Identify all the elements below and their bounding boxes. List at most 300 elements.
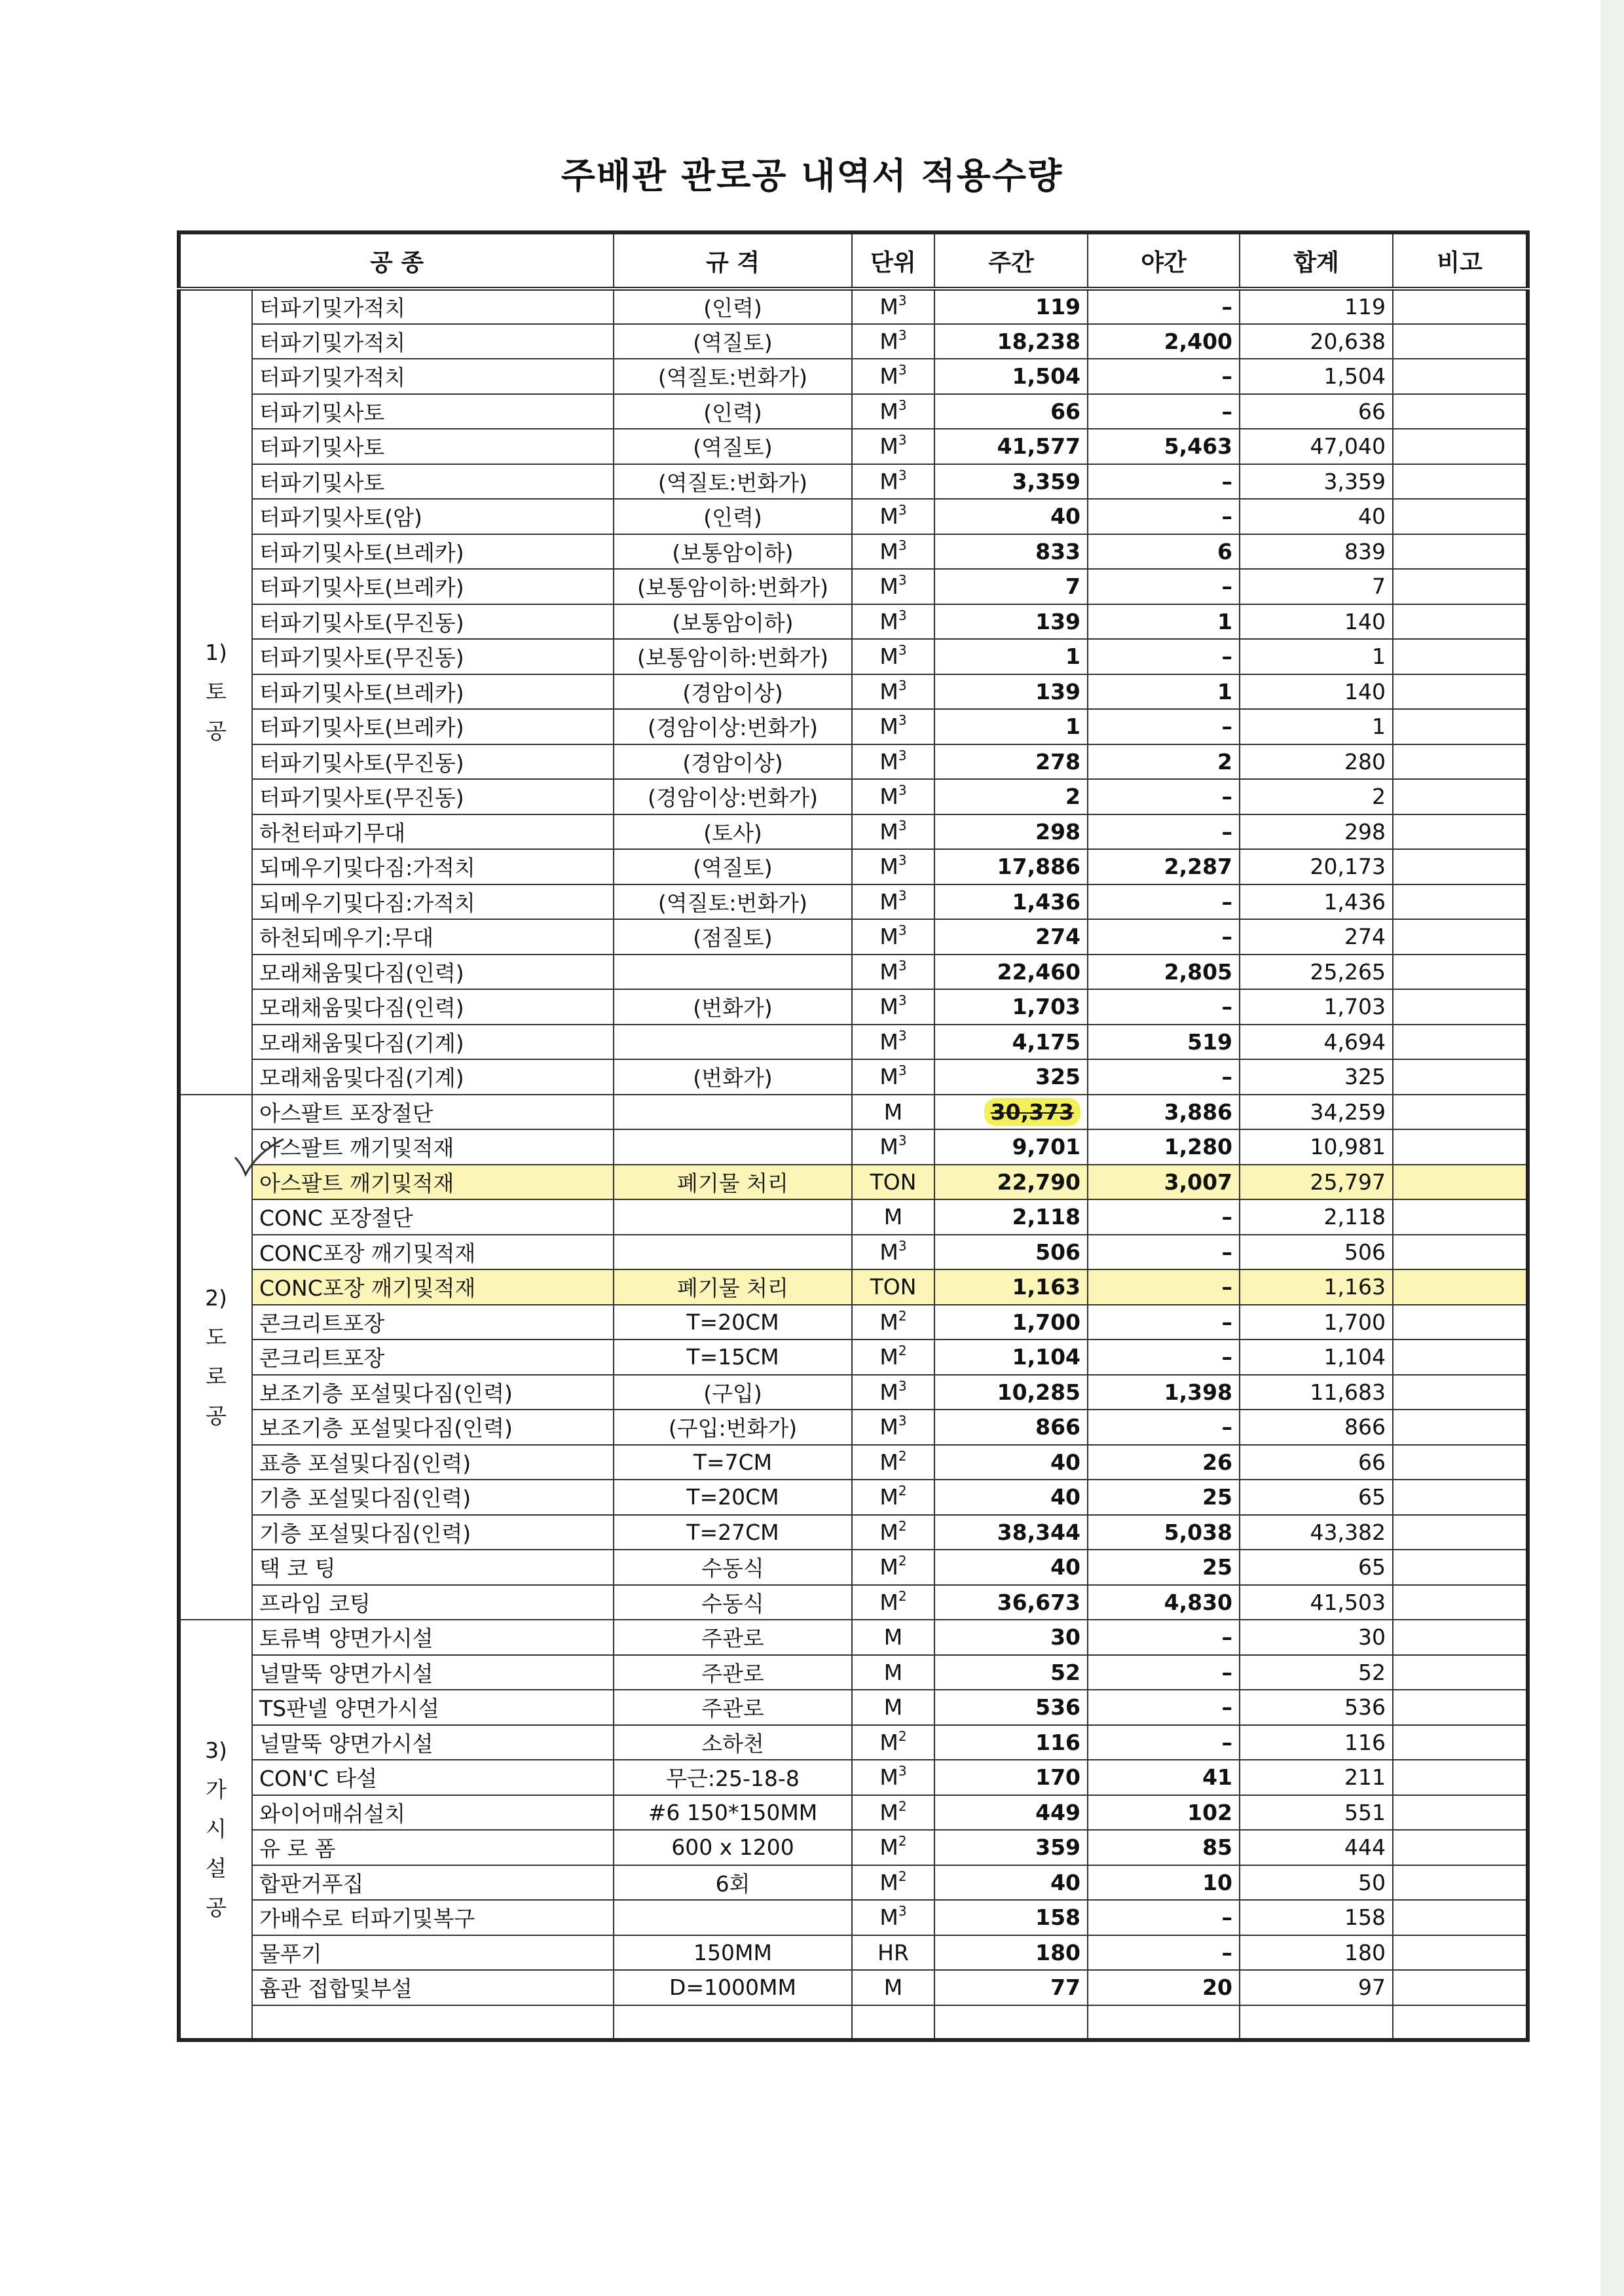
item-cell: 터파기및사토(브레카) xyxy=(252,709,614,744)
spec-cell: (보통암이하) xyxy=(614,604,852,640)
day-cell: 1,700 xyxy=(934,1305,1088,1340)
spec-cell: 주관로 xyxy=(614,1690,852,1725)
spec-cell: (역질토:번화가) xyxy=(614,359,852,394)
unit-exponent: 3 xyxy=(898,747,907,763)
unit-text: M xyxy=(879,1449,898,1475)
unit-text: M xyxy=(879,294,898,320)
note-cell xyxy=(1393,1970,1528,2005)
note-cell xyxy=(1393,534,1528,570)
table-row xyxy=(179,289,1528,324)
note-cell xyxy=(1393,1550,1528,1585)
table-row xyxy=(179,1480,1528,1515)
header-night: 야간 xyxy=(1088,232,1240,289)
total-cell: 4,694 xyxy=(1240,1025,1393,1060)
table-row xyxy=(179,709,1528,744)
note-cell xyxy=(1393,1760,1528,1795)
unit-text: TON xyxy=(870,1169,917,1195)
unit-cell xyxy=(852,569,934,604)
item-cell: 모래채움및다짐(기계) xyxy=(252,1025,614,1060)
unit-cell xyxy=(852,289,934,324)
spec-cell: T=7CM xyxy=(614,1445,852,1480)
table-row xyxy=(179,1235,1528,1270)
note-cell xyxy=(1393,674,1528,710)
spec-cell: (역질토:번화가) xyxy=(614,464,852,500)
unit-text: M xyxy=(879,1799,898,1825)
night-cell: 5,038 xyxy=(1088,1515,1240,1550)
night-cell: 4,830 xyxy=(1088,1585,1240,1620)
item-cell: 되메우기및다짐:가적치 xyxy=(252,884,614,920)
total-cell: 66 xyxy=(1240,1445,1393,1480)
night-cell: 1 xyxy=(1088,674,1240,710)
note-cell xyxy=(1393,1655,1528,1690)
table-row xyxy=(179,1725,1528,1760)
checkmark-icon xyxy=(232,1138,285,1177)
total-cell: 7 xyxy=(1240,569,1393,604)
day-cell: 274 xyxy=(934,919,1088,955)
unit-cell xyxy=(852,955,934,990)
total-cell: 2 xyxy=(1240,779,1393,814)
table-row xyxy=(179,1760,1528,1795)
item-cell: 터파기및가적치 xyxy=(252,324,614,359)
unit-exponent: 2 xyxy=(898,1588,907,1604)
day-cell: 2 xyxy=(934,779,1088,814)
day-cell: 36,673 xyxy=(934,1585,1088,1620)
spec-cell: (역질토) xyxy=(614,429,852,464)
item-cell: 터파기및사토(무진동) xyxy=(252,779,614,814)
unit-text: M xyxy=(879,1869,898,1895)
night-cell: – xyxy=(1088,814,1240,850)
total-cell: 1 xyxy=(1240,639,1393,674)
total-cell: 140 xyxy=(1240,674,1393,710)
note-cell xyxy=(1393,289,1528,324)
spec-cell: (경암이상:번화가) xyxy=(614,779,852,814)
spec-cell: (역질토) xyxy=(614,324,852,359)
item-cell: 널말뚝 양면가시설 xyxy=(252,1655,614,1690)
unit-exponent: 3 xyxy=(898,293,907,309)
total-cell: 66 xyxy=(1240,394,1393,429)
night-cell: 20 xyxy=(1088,1970,1240,2005)
unit-text: M xyxy=(879,1519,898,1545)
unit-cell xyxy=(852,989,934,1025)
unit-exponent: 2 xyxy=(898,1518,907,1534)
night-cell: 2,400 xyxy=(1088,324,1240,359)
night-cell: – xyxy=(1088,359,1240,394)
unit-cell xyxy=(852,639,934,674)
unit-text: M xyxy=(879,1484,898,1510)
item-cell: 물푸기 xyxy=(252,1935,614,1971)
item-cell: 터파기및가적치 xyxy=(252,289,614,324)
unit-text: M xyxy=(879,363,898,390)
day-cell: 1,436 xyxy=(934,884,1088,920)
table-row xyxy=(179,1025,1528,1060)
spec-cell: 수동식 xyxy=(614,1550,852,1585)
night-cell: 519 xyxy=(1088,1025,1240,1060)
unit-text: M xyxy=(879,1554,898,1580)
table-header-row xyxy=(179,232,1528,289)
spec-cell: (경암이상) xyxy=(614,674,852,710)
unit-exponent: 3 xyxy=(898,467,907,483)
total-cell: 119 xyxy=(1240,289,1393,324)
table-row xyxy=(179,814,1528,850)
item-cell: CON'C 타설 xyxy=(252,1760,614,1795)
unit-text: M xyxy=(879,994,898,1020)
spec-cell: 무근:25-18-8 xyxy=(614,1760,852,1795)
unit-cell xyxy=(852,1235,934,1270)
unit-cell xyxy=(852,534,934,570)
night-cell: – xyxy=(1088,639,1240,674)
table-row xyxy=(179,1830,1528,1865)
spec-cell xyxy=(614,955,852,990)
total-cell: 866 xyxy=(1240,1410,1393,1445)
unit-exponent: 3 xyxy=(898,677,907,693)
highlighted-value: 30,373 xyxy=(984,1098,1080,1126)
total-cell: 298 xyxy=(1240,814,1393,850)
unit-exponent: 2 xyxy=(898,1483,907,1499)
item-cell: 터파기및사토(암) xyxy=(252,499,614,534)
total-cell: 40 xyxy=(1240,499,1393,534)
day-cell: 17,886 xyxy=(934,849,1088,884)
item-cell: TS판넬 양면가시설 xyxy=(252,1690,614,1725)
night-cell: – xyxy=(1088,1900,1240,1935)
night-cell: – xyxy=(1088,1935,1240,1971)
note-cell xyxy=(1393,1129,1528,1165)
unit-text: M xyxy=(879,1729,898,1755)
spec-cell xyxy=(614,1129,852,1165)
item-cell: 유 로 폼 xyxy=(252,1830,614,1865)
header-spec: 규 격 xyxy=(614,232,852,289)
spec-cell: 수동식 xyxy=(614,1585,852,1620)
spec-cell: (역질토) xyxy=(614,849,852,884)
page-title: 주배관 관로공 내역서 적용수량 xyxy=(561,155,1063,196)
table-row xyxy=(179,1865,1528,1901)
table-row xyxy=(179,1550,1528,1585)
unit-cell xyxy=(852,464,934,500)
unit-exponent: 3 xyxy=(898,1063,907,1079)
unit-exponent: 3 xyxy=(898,957,907,974)
note-cell xyxy=(1393,429,1528,464)
spec-cell: (인력) xyxy=(614,289,852,324)
unit-exponent: 3 xyxy=(898,1413,907,1429)
table-row xyxy=(179,919,1528,955)
unit-exponent: 3 xyxy=(898,852,907,869)
spec-cell xyxy=(614,1199,852,1235)
unit-text: M xyxy=(879,714,898,740)
total-cell: 3,359 xyxy=(1240,464,1393,500)
item-cell: 기층 포설및다짐(인력) xyxy=(252,1515,614,1550)
note-cell xyxy=(1393,744,1528,780)
spec-cell: (경암이상:번화가) xyxy=(614,709,852,744)
unit-exponent: 2 xyxy=(898,1448,907,1464)
unit-exponent: 2 xyxy=(898,1798,907,1814)
unit-cell xyxy=(852,1830,934,1865)
day-cell: 1,104 xyxy=(934,1339,1088,1375)
spec-cell: (번화가) xyxy=(614,989,852,1025)
item-cell: 보조기층 포설및다짐(인력) xyxy=(252,1410,614,1445)
item-cell: 택 코 팅 xyxy=(252,1550,614,1585)
note-cell xyxy=(1393,955,1528,990)
item-cell: 터파기및사토(무진동) xyxy=(252,604,614,640)
item-cell: 터파기및사토(브레카) xyxy=(252,569,614,604)
total-cell: 50 xyxy=(1240,1865,1393,1901)
day-cell: 1,504 xyxy=(934,359,1088,394)
unit-cell xyxy=(852,884,934,920)
unit-cell xyxy=(852,849,934,884)
total-cell: 25,265 xyxy=(1240,955,1393,990)
item-cell: 아스팔트 깨기및적재 xyxy=(252,1129,614,1165)
table-row xyxy=(179,1410,1528,1445)
table-row xyxy=(179,499,1528,534)
spec-cell: T=27CM xyxy=(614,1515,852,1550)
night-cell: – xyxy=(1088,1235,1240,1270)
unit-text: M xyxy=(879,958,898,985)
spec-cell: (보통암이하:번화가) xyxy=(614,639,852,674)
spec-cell xyxy=(614,2005,852,2041)
unit-text: M xyxy=(879,328,898,354)
table-row xyxy=(179,359,1528,394)
unit-cell xyxy=(852,1410,934,1445)
unit-cell xyxy=(852,429,934,464)
unit-cell xyxy=(852,1725,934,1760)
total-cell: 551 xyxy=(1240,1795,1393,1831)
table-row xyxy=(179,429,1528,464)
day-cell: 536 xyxy=(934,1690,1088,1725)
spec-cell: (점질토) xyxy=(614,919,852,955)
total-cell: 65 xyxy=(1240,1480,1393,1515)
table-row xyxy=(179,2005,1528,2041)
day-cell: 449 xyxy=(934,1795,1088,1831)
night-cell: 2,287 xyxy=(1088,849,1240,884)
note-cell xyxy=(1393,1199,1528,1235)
item-cell: 프라임 코팅 xyxy=(252,1585,614,1620)
item-cell: 터파기및가적치 xyxy=(252,359,614,394)
total-cell: 2,118 xyxy=(1240,1199,1393,1235)
table-row xyxy=(179,569,1528,604)
day-cell: 325 xyxy=(934,1059,1088,1095)
item-cell: 터파기및사토 xyxy=(252,394,614,429)
note-cell xyxy=(1393,1725,1528,1760)
unit-cell xyxy=(852,1760,934,1795)
unit-exponent: 2 xyxy=(898,1868,907,1884)
night-cell: – xyxy=(1088,1620,1240,1655)
item-cell: 아스팔트 포장절단 xyxy=(252,1095,614,1130)
note-cell xyxy=(1393,464,1528,500)
table-row xyxy=(179,849,1528,884)
item-cell xyxy=(252,2005,614,2041)
total-cell: 1,504 xyxy=(1240,359,1393,394)
unit-exponent: 3 xyxy=(898,922,907,939)
night-cell: 25 xyxy=(1088,1550,1240,1585)
day-cell: 22,460 xyxy=(934,955,1088,990)
total-cell: 20,638 xyxy=(1240,324,1393,359)
unit-exponent: 2 xyxy=(898,1307,907,1324)
spec-cell xyxy=(614,1025,852,1060)
total-cell: 158 xyxy=(1240,1900,1393,1935)
table-row xyxy=(179,1655,1528,1690)
unit-cell xyxy=(852,359,934,394)
spec-cell: 폐기물 처리 xyxy=(614,1269,852,1305)
day-cell: 2,118 xyxy=(934,1199,1088,1235)
note-cell xyxy=(1393,2005,1528,2041)
spec-cell xyxy=(614,1900,852,1935)
note-cell xyxy=(1393,709,1528,744)
unit-exponent: 2 xyxy=(898,1833,907,1850)
night-cell: – xyxy=(1088,394,1240,429)
spec-cell: (번화가) xyxy=(614,1059,852,1095)
unit-cell xyxy=(852,499,934,534)
unit-exponent: 3 xyxy=(898,642,907,659)
unit-cell xyxy=(852,1515,934,1550)
day-cell: 1,703 xyxy=(934,989,1088,1025)
unit-exponent: 3 xyxy=(898,1027,907,1044)
spec-cell: T=15CM xyxy=(614,1339,852,1375)
total-cell: 140 xyxy=(1240,604,1393,640)
note-cell xyxy=(1393,1269,1528,1305)
note-cell xyxy=(1393,1690,1528,1725)
note-cell xyxy=(1393,779,1528,814)
day-cell: 66 xyxy=(934,394,1088,429)
night-cell: – xyxy=(1088,709,1240,744)
day-cell: 1,163 xyxy=(934,1269,1088,1305)
total-cell: 1 xyxy=(1240,709,1393,744)
unit-text: M xyxy=(879,924,898,950)
note-cell xyxy=(1393,1830,1528,1865)
day-cell: 298 xyxy=(934,814,1088,850)
unit-cell xyxy=(852,1095,934,1130)
spec-cell: (인력) xyxy=(614,499,852,534)
table-row xyxy=(179,1339,1528,1375)
day-cell: 866 xyxy=(934,1410,1088,1445)
day-cell: 3,359 xyxy=(934,464,1088,500)
unit-exponent: 3 xyxy=(898,537,907,553)
total-cell: 34,259 xyxy=(1240,1095,1393,1130)
unit-cell xyxy=(852,814,934,850)
item-cell: 흄관 접합및부설 xyxy=(252,1970,614,2005)
item-cell: 터파기및사토(무진동) xyxy=(252,744,614,780)
item-cell: 토류벽 양면가시설 xyxy=(252,1620,614,1655)
unit-text: M xyxy=(879,1029,898,1055)
table-row xyxy=(179,464,1528,500)
night-cell: 85 xyxy=(1088,1830,1240,1865)
day-cell: 77 xyxy=(934,1970,1088,2005)
night-cell: – xyxy=(1088,1725,1240,1760)
unit-cell xyxy=(852,744,934,780)
day-cell: 7 xyxy=(934,569,1088,604)
header-item: 공 종 xyxy=(179,232,614,289)
day-cell xyxy=(934,2005,1088,2041)
unit-cell xyxy=(852,1655,934,1690)
unit-text: M xyxy=(883,1659,903,1685)
night-cell: 2 xyxy=(1088,744,1240,780)
unit-text: M xyxy=(879,818,898,845)
night-cell: 26 xyxy=(1088,1445,1240,1480)
unit-cell xyxy=(852,919,934,955)
table-row xyxy=(179,1585,1528,1620)
day-cell: 158 xyxy=(934,1900,1088,1935)
table-row xyxy=(179,884,1528,920)
total-cell: 1,163 xyxy=(1240,1269,1393,1305)
note-cell xyxy=(1393,394,1528,429)
day-cell: 1 xyxy=(934,709,1088,744)
day-cell: 180 xyxy=(934,1935,1088,1971)
unit-text: M xyxy=(879,1344,898,1370)
table-row xyxy=(179,1690,1528,1725)
unit-text: M xyxy=(883,1099,903,1125)
item-cell: 터파기및사토(무진동) xyxy=(252,639,614,674)
unit-cell xyxy=(852,1269,934,1305)
unit-text: M xyxy=(879,1589,898,1615)
note-cell xyxy=(1393,639,1528,674)
unit-text: M xyxy=(879,433,898,460)
unit-cell xyxy=(852,1970,934,2005)
table-row xyxy=(179,1059,1528,1095)
total-cell: 52 xyxy=(1240,1655,1393,1690)
note-cell xyxy=(1393,1339,1528,1375)
night-cell: 2,805 xyxy=(1088,955,1240,990)
unit-text: M xyxy=(879,538,898,564)
spec-cell: (역질토:번화가) xyxy=(614,884,852,920)
unit-text: M xyxy=(879,574,898,600)
note-cell xyxy=(1393,1410,1528,1445)
table-row xyxy=(179,674,1528,710)
night-cell: – xyxy=(1088,499,1240,534)
day-cell: 52 xyxy=(934,1655,1088,1690)
header-total: 합계 xyxy=(1240,232,1393,289)
night-cell: 3,007 xyxy=(1088,1165,1240,1200)
unit-exponent: 3 xyxy=(898,1903,907,1920)
unit-text: M xyxy=(879,1134,898,1160)
quantity-table xyxy=(177,230,1530,2042)
day-cell: 359 xyxy=(934,1830,1088,1865)
day-cell: 41,577 xyxy=(934,429,1088,464)
unit-cell xyxy=(852,394,934,429)
night-cell: 1 xyxy=(1088,604,1240,640)
day-cell: 38,344 xyxy=(934,1515,1088,1550)
note-cell xyxy=(1393,569,1528,604)
note-cell xyxy=(1393,359,1528,394)
unit-text: M xyxy=(879,1904,898,1931)
night-cell: – xyxy=(1088,884,1240,920)
day-cell: 40 xyxy=(934,1480,1088,1515)
unit-exponent: 3 xyxy=(898,432,907,448)
unit-cell xyxy=(852,1935,934,1971)
unit-exponent: 3 xyxy=(898,502,907,519)
night-cell: 3,886 xyxy=(1088,1095,1240,1130)
night-cell: – xyxy=(1088,1690,1240,1725)
item-cell: CONC 포장절단 xyxy=(252,1199,614,1235)
night-cell: – xyxy=(1088,1199,1240,1235)
unit-cell xyxy=(852,1199,934,1235)
night-cell: – xyxy=(1088,1269,1240,1305)
day-cell: 170 xyxy=(934,1760,1088,1795)
total-cell: 97 xyxy=(1240,1970,1393,2005)
table-row xyxy=(179,1165,1528,1200)
note-cell xyxy=(1393,1585,1528,1620)
day-cell: 278 xyxy=(934,744,1088,780)
unit-cell xyxy=(852,779,934,814)
unit-exponent: 3 xyxy=(898,712,907,729)
table-row xyxy=(179,1970,1528,2005)
night-cell: 10 xyxy=(1088,1865,1240,1901)
spec-cell: 150MM xyxy=(614,1935,852,1971)
table-row xyxy=(179,779,1528,814)
note-cell xyxy=(1393,1165,1528,1200)
day-cell: 116 xyxy=(934,1725,1088,1760)
table-row xyxy=(179,1620,1528,1655)
spec-cell: D=1000MM xyxy=(614,1970,852,2005)
night-cell: – xyxy=(1088,1339,1240,1375)
unit-text: HR xyxy=(877,1939,909,1965)
table-row xyxy=(179,1095,1528,1130)
